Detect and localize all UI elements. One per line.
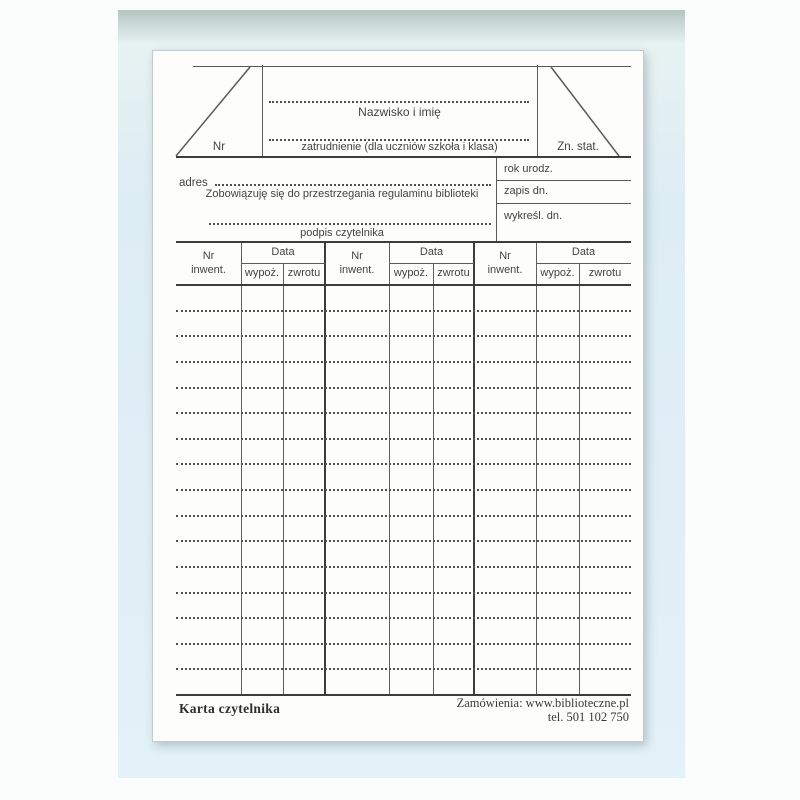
enrollment-date-label: zapis dn. xyxy=(504,185,549,197)
table-row xyxy=(176,440,631,466)
col-header-return-date: zwrotu xyxy=(437,267,470,279)
table-row xyxy=(176,645,631,671)
col-header-inventory-no xyxy=(176,249,241,277)
info-box-rule-1 xyxy=(496,180,631,181)
data-header-underline xyxy=(241,263,325,264)
card-title: Karta czytelnika xyxy=(179,701,281,716)
name-caption: Nazwisko i imię xyxy=(358,105,441,119)
supplier-info xyxy=(457,696,629,724)
employment-caption: zatrudnienie (dla uczniów szkoła i klasa) xyxy=(301,141,498,153)
col-header-date: Data xyxy=(271,246,295,258)
col-header-loan-date: wypoż. xyxy=(540,267,575,279)
col-header-return-date: zwrotu xyxy=(287,267,321,279)
header-bottom-rule xyxy=(176,156,631,158)
address-label: adres xyxy=(179,177,208,189)
removal-date-label: wykreśl. dn. xyxy=(504,210,563,222)
data-header-underline xyxy=(536,263,631,264)
signature-caption: podpis czytelnika xyxy=(300,227,384,239)
table-row xyxy=(176,542,631,568)
table-row xyxy=(176,619,631,645)
table-row xyxy=(176,286,631,312)
col-header-date: Data xyxy=(571,246,596,258)
table-row xyxy=(176,414,631,440)
birth-year-label: rok urodz. xyxy=(504,163,553,175)
col-header-line: Nr xyxy=(351,250,363,262)
col-header-line: Nr xyxy=(202,250,215,262)
table-body xyxy=(176,286,631,694)
info-box-rule-2 xyxy=(496,203,631,204)
statistic-mark-label: Zn. stat. xyxy=(557,141,599,153)
scan-shadow-band xyxy=(118,10,685,44)
table-row xyxy=(176,389,631,415)
col-header-line: Nr xyxy=(499,250,511,262)
table-row xyxy=(176,594,631,620)
supplier-orders-line: Zamówienia: www.biblioteczne.pl xyxy=(456,696,629,710)
table-row xyxy=(176,568,631,594)
pledge-caption: Zobowiązuję się do przestrzegania regulaminu biblioteki xyxy=(205,188,479,200)
table-row xyxy=(176,670,631,694)
data-header-underline xyxy=(389,263,474,264)
col-header-line: inwent. xyxy=(191,264,226,276)
card-number-label: Nr xyxy=(212,141,226,153)
header-top-rule xyxy=(193,66,631,67)
address-fill-in-line xyxy=(215,184,491,186)
col-header-return-date: zwrotu xyxy=(588,267,622,279)
signature-fill-in-line xyxy=(209,223,491,225)
table-row xyxy=(176,312,631,338)
col-header-line: inwent. xyxy=(339,264,375,276)
supplier-phone-line: tel. 501 102 750 xyxy=(547,710,629,724)
col-header-loan-date: wypoż. xyxy=(244,267,280,279)
col-header-loan-date: wypoż. xyxy=(393,267,429,279)
table-row xyxy=(176,337,631,363)
library-reader-card xyxy=(152,50,644,742)
table-row xyxy=(176,363,631,389)
info-box-left-divider xyxy=(496,158,497,241)
col-header-inventory-no xyxy=(474,249,536,277)
table-row xyxy=(176,517,631,543)
col-header-line: inwent. xyxy=(487,264,523,276)
name-fill-in-line xyxy=(269,101,529,103)
loans-table xyxy=(176,241,631,696)
table-row xyxy=(176,465,631,491)
col-header-date: Data xyxy=(419,246,444,258)
col-header-inventory-no xyxy=(325,249,389,277)
table-row xyxy=(176,491,631,517)
